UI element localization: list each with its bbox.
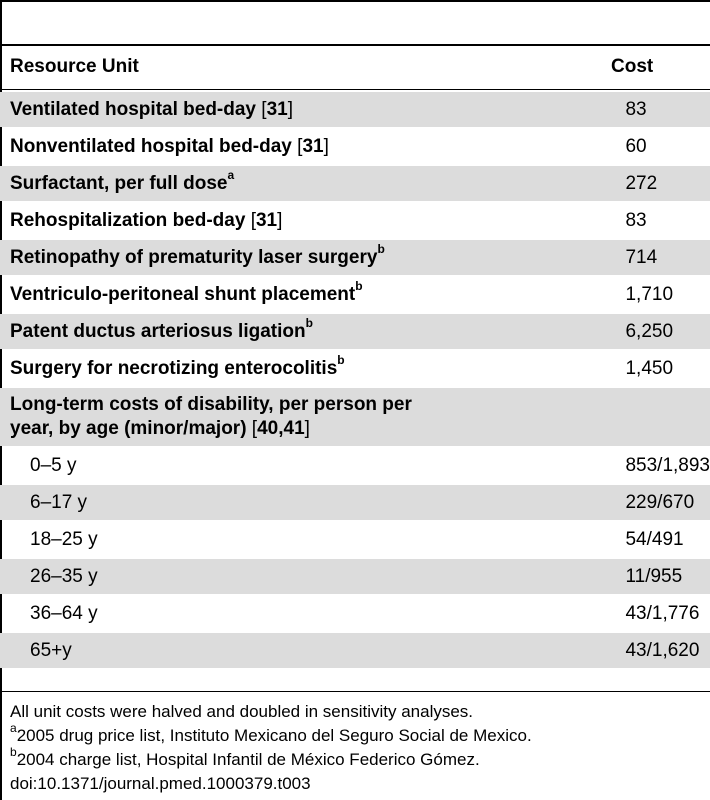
resource-cell xyxy=(0,559,616,594)
cost-cell: 272 xyxy=(616,166,710,201)
cost-cell: 853/1,893 xyxy=(625,454,710,476)
resource-label: 36–64 y xyxy=(30,602,98,624)
table-row xyxy=(0,596,710,631)
cost-cell: 54/491 xyxy=(625,528,684,550)
footnote-general: All unit costs were halved and doubled in sensitivity analyses. xyxy=(10,702,474,721)
table-row xyxy=(0,485,710,520)
reference-number: 31 xyxy=(266,98,288,120)
resource-cell xyxy=(0,92,616,127)
table-row xyxy=(0,522,710,557)
cost-table xyxy=(0,90,710,670)
resource-cell xyxy=(0,485,616,520)
resource-label: Nonventilated hospital bed-day xyxy=(10,135,292,157)
resource-cell xyxy=(0,388,616,446)
resource-label: Patent ductus arteriosus ligation xyxy=(10,320,306,342)
resource-label: Surgery for necrotizing enterocolitis xyxy=(10,357,338,379)
resource-cell xyxy=(0,448,616,483)
table-row xyxy=(0,388,710,446)
footnote-marker: b xyxy=(337,353,345,368)
top-rule xyxy=(0,0,710,2)
table-row xyxy=(0,240,710,275)
footnote-b-text: 2004 charge list, Hospital Infantil de México Federico Gómez. xyxy=(16,750,480,769)
resource-cell xyxy=(0,240,616,275)
cost-cell: 714 xyxy=(616,240,710,275)
resource-cell xyxy=(0,633,616,668)
table-row xyxy=(0,166,710,201)
reference-number: 40,41 xyxy=(257,418,305,439)
resource-cell xyxy=(0,351,616,386)
table-row xyxy=(0,448,710,483)
cost-cell: 43/1,776 xyxy=(625,602,700,624)
header-top-rule xyxy=(0,44,710,46)
cost-cell: 6,250 xyxy=(616,314,710,349)
footnotes xyxy=(10,700,700,796)
resource-label: 26–35 y xyxy=(30,565,98,587)
table-row xyxy=(0,129,710,164)
reference-citation: [31] xyxy=(291,135,329,157)
resource-label: 6–17 y xyxy=(30,491,88,513)
resource-label: Rehospitalization bed-day xyxy=(10,209,246,231)
cost-cell: 83 xyxy=(616,92,710,127)
footnote-marker: a xyxy=(227,168,235,183)
table-row xyxy=(0,633,710,668)
footnote-marker: b xyxy=(377,242,385,257)
header-cost: Cost xyxy=(611,56,654,77)
footnote-marker: b xyxy=(355,279,363,294)
cost-cell: 83 xyxy=(625,209,647,231)
table-row xyxy=(0,351,710,386)
resource-label: 65+y xyxy=(30,639,72,661)
resource-cell xyxy=(0,596,616,631)
footnote-b xyxy=(10,745,700,772)
resource-cell xyxy=(0,277,616,312)
cost-cell xyxy=(616,388,710,446)
cost-cell: 60 xyxy=(625,135,647,157)
cost-cell: 1,450 xyxy=(625,357,674,379)
resource-label: Ventilated hospital bed-day xyxy=(10,98,256,120)
table-bottom-rule xyxy=(0,691,710,692)
resource-cell xyxy=(0,203,616,238)
footnote-marker: b xyxy=(305,316,313,331)
reference-citation: [31] xyxy=(245,209,283,231)
reference-citation: [31] xyxy=(256,98,293,120)
resource-cell xyxy=(0,129,616,164)
cost-cell: 229/670 xyxy=(616,485,710,520)
resource-cell xyxy=(0,314,616,349)
footnote-a xyxy=(10,721,700,748)
cost-cell: 1,710 xyxy=(625,283,674,305)
resource-label: Surfactant, per full dose xyxy=(10,172,228,194)
cost-cell: 11/955 xyxy=(616,559,710,594)
resource-label: 18–25 y xyxy=(30,528,98,550)
table-row xyxy=(0,203,710,238)
reference-number: 31 xyxy=(255,209,278,231)
reference-citation: [40,41] xyxy=(246,418,310,439)
table-row xyxy=(0,277,710,312)
table-header xyxy=(0,48,710,88)
reference-number: 31 xyxy=(302,135,324,157)
table-row xyxy=(0,559,710,594)
footnote-a-text: 2005 drug price list, Instituto Mexicano del Seguro Social de Mexico. xyxy=(16,726,532,745)
resource-cell xyxy=(0,522,616,557)
table-row xyxy=(0,314,710,349)
doi-text: doi:10.1371/journal.pmed.1000379.t003 xyxy=(10,774,311,793)
footnote-b-mark: b xyxy=(10,745,17,760)
footnote-a-mark: a xyxy=(10,721,17,736)
resource-label: Long-term costs of disability, per person per year, by age (minor/major) [40,41] xyxy=(10,394,412,439)
resource-label: Ventriculo-peritoneal shunt placement xyxy=(10,283,356,305)
cost-cell: 43/1,620 xyxy=(616,633,710,668)
resource-cell xyxy=(0,166,616,201)
resource-label: 0–5 y xyxy=(30,454,77,476)
resource-label: Retinopathy of prematurity laser surgery xyxy=(10,246,378,268)
header-resource-unit: Resource Unit xyxy=(10,56,139,77)
table-row xyxy=(0,92,710,127)
